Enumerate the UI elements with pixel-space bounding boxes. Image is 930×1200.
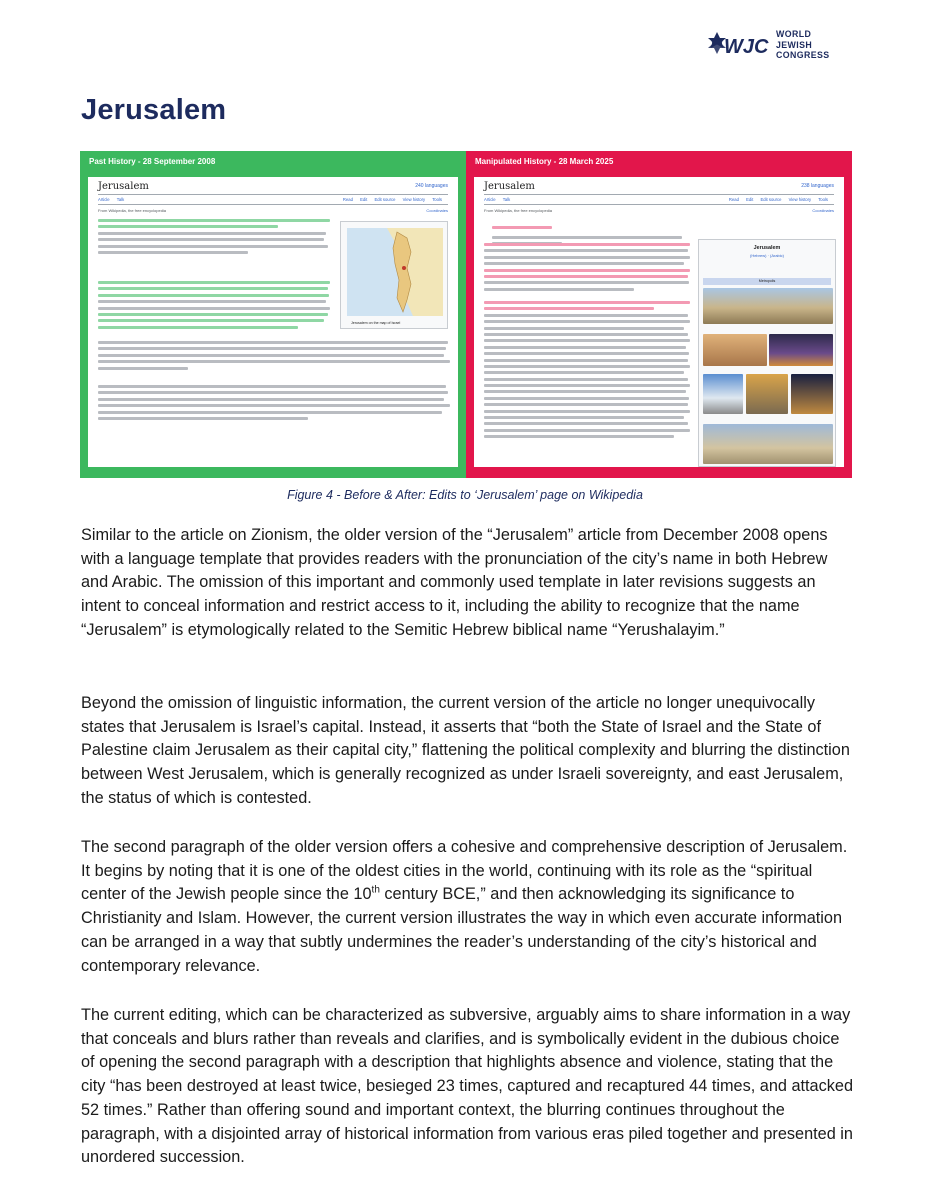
photo-chords-bridge-icon — [703, 374, 743, 414]
text-line — [484, 262, 684, 265]
text-line — [484, 314, 688, 317]
text-line — [484, 410, 690, 413]
text-line — [484, 269, 690, 272]
divider — [98, 194, 448, 195]
text-line — [484, 352, 689, 355]
wp-paragraph-1 — [98, 219, 332, 257]
wp-tab: Talk — [116, 197, 125, 202]
text-line — [98, 385, 446, 388]
text-line — [484, 320, 690, 323]
wp-tagline: From Wikipedia, the free encyclopedia — [98, 208, 167, 213]
text-line — [484, 359, 688, 362]
text-line — [98, 398, 444, 401]
wp-tabs-right — [729, 197, 834, 202]
map-image — [347, 228, 443, 316]
text-line — [484, 384, 690, 387]
panel-label: Manipulated History - 28 March 2025 — [475, 157, 614, 166]
text-line — [98, 347, 446, 350]
wp-paragraph-1 — [484, 243, 692, 294]
wp-tab: Edit source — [760, 197, 782, 202]
photo-tower-of-david-icon — [703, 334, 767, 366]
text-line — [484, 307, 654, 310]
wp-tab: Edit source — [374, 197, 396, 202]
paragraph-1: Similar to the article on Zionism, the older version of the “Jerusalem” article from December 2008 opens with a language template that provides readers with the pronunciation of the city’s name in both Hebrew and Arabic. The omission of this important and commonly used template in later revisions suggests an intent to conceal information and restrict access to it, including the ability to recognize that the name “Jerusalem” is etymologically related to the Semitic Hebrew biblical name “Yerushalayim.” — [81, 526, 828, 639]
divider — [98, 204, 448, 205]
text-line — [98, 300, 326, 303]
text-line — [484, 333, 688, 336]
wp-coordinates: Coordinates — [426, 208, 448, 213]
wp-tagline: From Wikipedia, the free encyclopedia — [484, 208, 553, 213]
text-line — [484, 301, 690, 304]
text-line — [98, 281, 330, 284]
text-line — [484, 397, 689, 400]
text-line — [492, 226, 552, 229]
wp-language-selector: 238 languages — [801, 183, 834, 189]
text-line — [484, 416, 684, 419]
text-line — [484, 435, 674, 438]
infobox-band: Metropolis — [703, 278, 831, 285]
israel-map-icon — [347, 228, 443, 316]
past-history-panel — [80, 151, 466, 478]
comparison-figure — [80, 151, 853, 478]
text-line — [98, 225, 278, 228]
logo-line: CONGRESS — [776, 50, 830, 61]
wp-paragraph-2 — [98, 281, 332, 332]
text-line — [98, 232, 326, 235]
text-line — [484, 327, 684, 330]
superscript-th: th — [371, 884, 380, 896]
text-line — [484, 249, 688, 252]
wikipedia-screenshot-2008 — [88, 177, 458, 467]
text-line — [484, 243, 690, 246]
text-line — [98, 404, 450, 407]
map-caption: Jerusalem on the map of Israel — [351, 321, 401, 325]
photo-skyline-icon — [703, 424, 833, 464]
wp-tab: Edit — [360, 197, 368, 202]
text-line — [484, 371, 684, 374]
text-line — [484, 365, 690, 368]
wjc-emblem-icon — [706, 28, 770, 62]
manipulated-history-panel — [466, 151, 852, 478]
text-line — [492, 236, 682, 239]
wp-tab: Read — [728, 197, 739, 202]
wp-paragraph-4 — [98, 385, 450, 423]
wp-tab: Article — [98, 197, 110, 202]
text-line — [98, 367, 188, 370]
text-line — [98, 307, 330, 310]
text-line — [484, 288, 634, 291]
text-line — [98, 417, 308, 420]
wp-tab: Read — [342, 197, 353, 202]
wp-article-title: Jerusalem — [98, 181, 149, 192]
wp-tab: View history — [402, 197, 426, 202]
logo-wordmark — [776, 29, 830, 61]
wp-tab: Tools — [818, 197, 828, 202]
wp-article-title: Jerusalem — [484, 181, 535, 192]
wp-map-infobox — [340, 221, 448, 329]
logo-line: WORLD — [776, 29, 812, 40]
wp-tab: View history — [788, 197, 812, 202]
text-line — [98, 341, 448, 344]
text-line — [484, 429, 690, 432]
wp-coordinates: Coordinates — [812, 208, 834, 213]
wp-tab: Talk — [502, 197, 511, 202]
paragraph-4: The current editing, which can be characterized as subversive, arguably aims to share information in a way that conceals and blurs rather than reveals and clarifies, and is symbolically evident in the dubious choice of opening the second paragraph with a description that highlights absence and violence, stating that the city “has been destroyed at least twice, besieged 23 times, captured and recaptured 44 times, and attacked 52 times.” Rather than offering sound and important context, the blurring continues throughout the paragraph, with a disjointed array of historical information from various eras piled together and presented in unordered succession. — [81, 1006, 853, 1167]
divider — [484, 204, 834, 205]
wp-infobox — [698, 239, 836, 467]
text-line — [484, 390, 686, 393]
wikipedia-screenshot-2025 — [474, 177, 844, 467]
photo-mamilla-mall-icon — [746, 374, 788, 414]
figure-caption: Figure 4 - Before & After: Edits to ‘Jerusalem’ page on Wikipedia — [287, 488, 643, 502]
text-line — [484, 403, 688, 406]
text-line — [98, 326, 298, 329]
text-line — [98, 319, 324, 322]
photo-zion-square-icon — [769, 334, 833, 366]
photo-old-city-icon — [703, 288, 833, 324]
text-line — [98, 313, 328, 316]
wp-paragraph-3 — [98, 341, 450, 373]
paragraph-3-part-a: The second paragraph of the older version offers a cohesive and comprehensive description of Jerusalem. It begins by noting that it is one of the oldest cities in the world, continuing with its role as the “spiritual center of the Jewish people since the 10 — [81, 838, 848, 904]
text-line — [484, 378, 688, 381]
wp-paragraph-2 — [484, 301, 692, 442]
paragraph-3 — [81, 836, 853, 978]
text-line — [98, 251, 248, 254]
text-line — [484, 275, 688, 278]
wp-tabs — [484, 197, 516, 202]
wp-language-selector: 240 languages — [415, 183, 448, 189]
text-line — [484, 339, 690, 342]
text-line — [484, 346, 686, 349]
logo-line: JEWISH — [776, 39, 813, 50]
wp-tab: Tools — [432, 197, 442, 202]
text-line — [484, 281, 689, 284]
text-line — [98, 354, 444, 357]
paragraph-3-part-b: century BCE,” and then acknowledging its significance to Christianity and Islam. However, the current version illustrates the way in which even accurate information can be arranged in a way that subtly undermines the reader’s understanding of the city’s historical and contemporary relevance. — [81, 885, 843, 975]
infobox-title: Jerusalem — [753, 245, 781, 251]
text-line — [484, 422, 688, 425]
wp-tabs — [98, 197, 130, 202]
text-line — [98, 245, 328, 248]
page-title: Jerusalem — [81, 94, 227, 126]
panel-label: Past History - 28 September 2008 — [89, 157, 216, 166]
svg-text:WJC: WJC — [724, 36, 769, 58]
text-line — [98, 287, 328, 290]
wp-tab: Article — [484, 197, 496, 202]
text-line — [98, 391, 448, 394]
text-line — [98, 411, 442, 414]
text-line — [98, 238, 324, 241]
text-line — [484, 256, 690, 259]
infobox-subtitle: (Hebrew) · (Arabic) — [749, 253, 784, 258]
wjc-logo — [706, 22, 866, 68]
text-line — [98, 219, 330, 222]
photo-knesset-icon — [791, 374, 833, 414]
text-line — [98, 360, 450, 363]
wp-tab: Edit — [746, 197, 754, 202]
text-line — [98, 294, 329, 297]
wp-tabs-right — [343, 197, 448, 202]
paragraph-2: Beyond the omission of linguistic information, the current version of the article no longer unequivocally states that Jerusalem is Israel’s capital. Instead, it asserts that “both the State of Israel and the State of Palestine claim Jerusalem as their capital city,” flattening the political complexity and blurring the distinction between West Jerusalem, which is generally recognized as under Israeli sovereignty, and east Jerusalem, the status of which is contested. — [81, 694, 850, 807]
divider — [484, 194, 834, 195]
